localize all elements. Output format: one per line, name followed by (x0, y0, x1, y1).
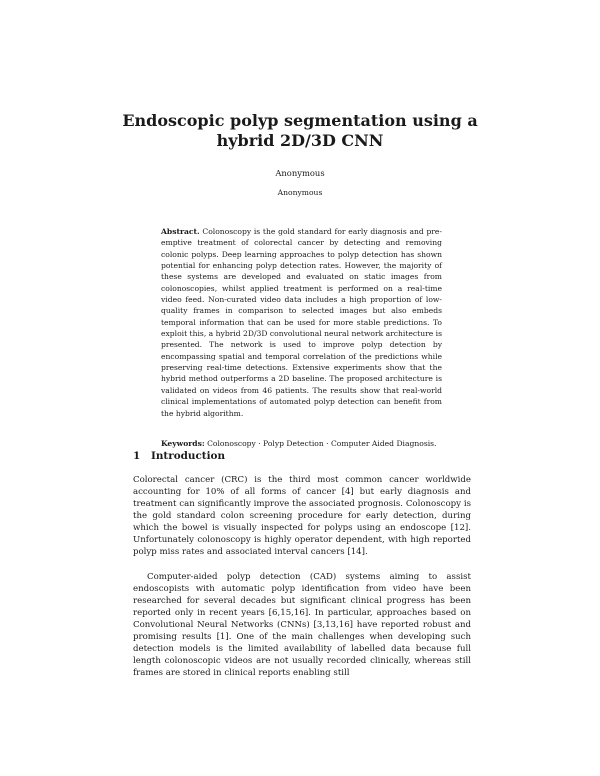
abstract-label: Abstract. (161, 227, 200, 236)
paper-title: Endoscopic polyp segmentation using a hybrid 2D/3D CNN (122, 111, 478, 150)
keywords-text: Colonoscopy · Polyp Detection · Computer Aided Diagnosis. (207, 439, 437, 448)
keywords-label: Keywords: (161, 439, 205, 448)
author-affiliation: Anonymous (277, 188, 323, 197)
section-number: 1 (133, 450, 141, 462)
section-title: Introduction (151, 450, 225, 462)
section-heading (133, 450, 225, 462)
keywords (161, 438, 442, 449)
body-paragraph-1: Colorectal cancer (CRC) is the third most common cancer worldwide accounting for 10% of all forms of cancer [4] but early diagnosis and treatment can significantly improve the associated prognosis. Colonoscopy is the gold standard colon screening procedure for early detection, during which the bowel is visually inspected for polyps using an endoscope [12]. Unfortunately colonoscopy is highly operator dependent, with high reported polyp miss rates and associated interval cancers [14]. (133, 475, 471, 558)
abstract-text: Colonoscopy is the gold standard for early diagnosis and pre-emptive treatment of colorectal cancer by detecting and removing colonic polyps. Deep learning approaches to polyp detection has shown potential for enhancing polyp detection rates. However, the majority of these systems are developed and evaluated on static images from colonoscopies, whilst applied treatment is performed on a real-time video feed. Non-curated video data includes a high proportion of low-quality frames in comparison to selected images but also embeds temporal information that can be used for more stable predictions. To exploit this, a hybrid 2D/3D convolutional neural network architecture is presented. The network is used to improve polyp detection by encompassing spatial and temporal correlation of the predictions while preserving real-time detections. Extensive experiments show that the hybrid method outperforms a 2D baseline. The proposed architecture is validated on videos from 46 patients. The results show that real-world clinical implementations of automated polyp detection can benefit from the hybrid algorithm. (161, 227, 442, 418)
body-paragraph-2: Computer-aided polyp detection (CAD) systems aiming to assist endoscopists with automatic polyp identification from video have been researched for several decades but significant clinical progress has been reported only in recent years [6,15,16]. In particular, approaches based on Convolutional Neural Networks (CNNs) [3,13,16] have reported robust and promising results [1]. One of the main challenges when developing such detection models is the limited availability of labelled data because full length colonoscopic videos are not usually recorded clinically, whereas still frames are stored in clinical reports enabling still (133, 572, 471, 679)
author-name: Anonymous (275, 168, 325, 178)
abstract (161, 226, 442, 419)
